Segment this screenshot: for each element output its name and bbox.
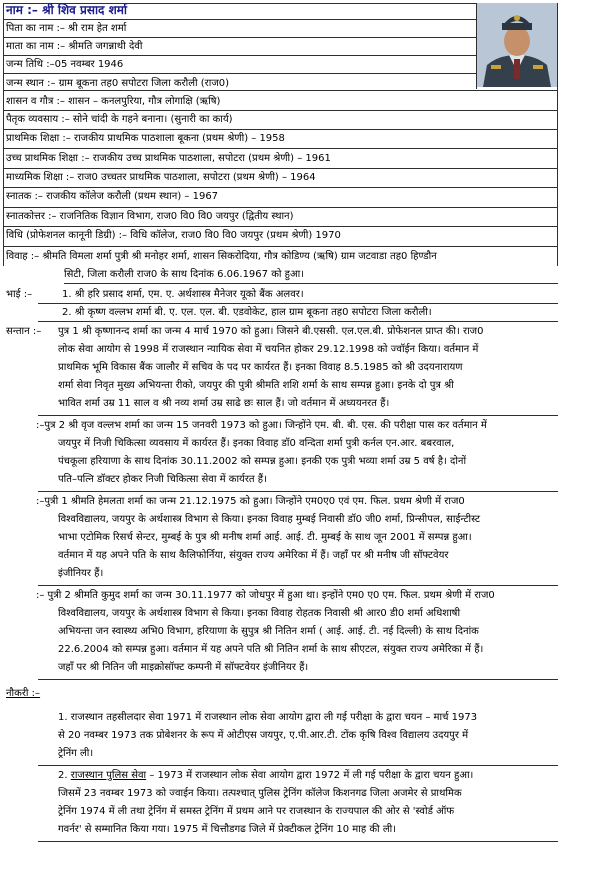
son1-line: शर्मा सेवा निवृत मुख्य अभियन्ता रीको, जयपुर की पुत्री श्रीमति शशि शर्मा के साथ सम्पन्न हुआ। इनके दो पुत्र श्री bbox=[58, 380, 454, 391]
row-divider bbox=[3, 73, 477, 74]
daughter1-line: वर्तमान में यह अपने पति के साथ कैलिफोर्निया, संयुक्त राज्य अमेरिका में हैं। जहाँ पर श्री मनीष जी सॉफ्टवेयर bbox=[58, 550, 449, 561]
daughter1-line: इंजीनियर हैं। bbox=[58, 568, 104, 579]
row-divider bbox=[38, 765, 558, 766]
row-divider bbox=[3, 55, 477, 56]
row-divider bbox=[38, 679, 558, 680]
row-divider bbox=[38, 491, 558, 492]
son2-line: :–पुत्र 2 श्री वृज वल्लभ शर्मा का जन्म 15 जनवरी 1973 को हुआ। जिन्होंने एम. बी. बी. एस. की परीक्षा पास कर वर्तमान में bbox=[36, 420, 487, 431]
row-divider bbox=[38, 303, 558, 304]
son1-line: लोक सेवा आयोग से 1998 में राजस्थान न्यायिक सेवा में चयनित होकर 29.12.1998 को ज्वॉईन किया। वर्तमान में bbox=[58, 344, 479, 355]
brother-1: 1. श्री हरि प्रसाद शर्मा, एम. ए. अर्थशास्त्र मैनेजर यूको बैंक अलवर। bbox=[62, 289, 304, 300]
row-divider bbox=[3, 90, 558, 91]
service-item1-line: 1. राजस्थान तहसीलदार सेवा 1971 में राजस्थान लोक सेवा आयोग द्वारा ली गई परीक्षा के द्वारा चयन – मार्च 1973 bbox=[58, 712, 478, 723]
children-label: सन्तान :– bbox=[6, 326, 42, 337]
service-item1-line: ट्रेनिंग ली। bbox=[58, 748, 94, 759]
daughter2-line: :– पुत्री 2 श्रीमति कुमुद शर्मा का जन्म 30.11.1977 को जोधपुर में हुआ था। इन्होंने एम0 ए0 एम. फिल. प्रथम श्रेणी में राज0 bbox=[36, 590, 495, 601]
mother-name: माता का नाम :– श्रीमति जगन्नाथी देवी bbox=[6, 41, 143, 52]
row-divider bbox=[3, 110, 558, 111]
marriage-line-1: विवाह :– श्रीमति विमला शर्मा पुत्री श्री मनोहर शर्मा, शासन सिकरोदिया, गौत्र कोडिण्य (ऋषि) ग्राम जटवाडा तह0 हिण्डौन bbox=[6, 251, 437, 262]
birth-place: जन्म स्थान :– ग्राम बूकना तह0 सपोटरा जिला करौली (राज0) bbox=[6, 78, 230, 89]
row-divider bbox=[3, 226, 558, 227]
son2-line: पति–पत्नि डॉक्टर होकर निजी चिकित्सा सेवा में कार्यरत हैं। bbox=[58, 474, 267, 485]
post-graduation: स्नातकोत्तर :– राजनितिक विज्ञान विभाग, राज0 वि0 वि0 जयपुर (द्वितीय स्थान) bbox=[6, 211, 294, 222]
service-item1-line: से 20 नवम्बर 1973 तक प्रोबेशनर के रूप में ओटीएस जयपुर, ए.पी.आर.टी. टोंक कृषि विश्व विद्यालय उदयपुर में bbox=[58, 730, 469, 741]
row-divider bbox=[3, 168, 558, 169]
row-divider bbox=[38, 585, 558, 586]
gotra: शासन व गौत्र :– शासन – कनलपुरिया, गौत्र लोगाक्षि (ऋषि) bbox=[6, 96, 221, 107]
law-degree: विधि (प्रोफेशनल कानूनी डिग्री) :– विधि कॉलेज, राज0 वि0 वि0 जयपुर (प्रथम श्रेणी) 1970 bbox=[6, 230, 341, 241]
row-divider bbox=[64, 283, 558, 284]
daughter2-line: विश्वविद्यालय, जयपुर के अर्थशास्त्र विभाग से किया। इनका विवाह रोहतक निवासी श्री आर0 डी0 शर्मा अधिशाषी bbox=[58, 608, 461, 619]
son2-line: पंचकूला हरियाणा के साथ दिनांक 30.11.2002 को सम्पन्न हुआ। इनकी एक पुत्री भव्या शर्मा उम्र 5 वर्ष है। दोनों bbox=[58, 456, 467, 467]
service-item2-line: जिसमें 23 नवम्बर 1973 को ज्वाईन किया। तत्पश्चात् पुलिस ट्रेनिंग कॉलेज किशनगढ जिला अजमेर से प्राथमिक bbox=[58, 788, 462, 799]
daughter1-line: विश्वविद्यालय, जयपुर के अर्थशास्त्र विभाग से किया। इनका विवाह मुम्बई निवासी डॉ0 जी0 शर्मा, प्रिन्सीपल, साईन्टीस्ट bbox=[58, 514, 481, 525]
brothers-label: भाई :– bbox=[6, 289, 33, 300]
service-item2-number: 2. bbox=[58, 770, 68, 781]
family-occupation: पैतृक व्यवसाय :– सोने चांदी के गहने बनाना। (सुनारी का कार्य) bbox=[6, 114, 233, 125]
secondary-education: माध्यमिक शिक्षा :– राज0 उच्चतर प्राथमिक पाठशाला, सपोटरा (प्रथम श्रेणी) – 1964 bbox=[6, 172, 316, 183]
row-divider bbox=[3, 207, 558, 208]
marriage-line-2: सिटी, जिला करौली राज0 के साथ दिनांक 6.06.1967 को हुआ। bbox=[64, 269, 304, 280]
brother-2: 2. श्री कृष्ण वल्लभ शर्मा बी. ए. एल. एल. बी. एडवोकेट, हाल ग्राम बूकना तह0 सपोटरा जिला करौली। bbox=[62, 307, 432, 318]
primary-education: प्राथमिक शिक्षा :– राजकीय प्राथमिक पाठशाला बूकना (प्रथम श्रेणी) – 1958 bbox=[6, 133, 285, 144]
row-divider bbox=[3, 19, 477, 20]
daughter1-line: भाभा एटोमिक रिसर्च सेन्टर, मुम्बई के पुत्र श्री मनीष शर्मा आई. आई. टी. मुम्बई के साथ जून 2001 में सम्पन्न हुआ। bbox=[58, 532, 472, 543]
service-item2-first-line bbox=[58, 769, 473, 782]
son1-line: प्राथमिक भूमि विकास बैंक जालौर में सचिव के पद पर कार्यरत हैं। इनका विवाह 8.5.1985 को श्री उदयनारायण bbox=[58, 362, 463, 373]
daughter2-line: अभियन्ता जन स्वास्थ्य अभि0 विभाग, हरियाणा के सुपुत्र श्री नितिन शर्मा ( आई. आई. टी. नई दिल्ली) के साथ दिनांक bbox=[58, 626, 479, 637]
row-divider bbox=[3, 187, 558, 188]
person-name: नाम :– श्री शिव प्रसाद शर्मा bbox=[6, 3, 128, 17]
row-divider bbox=[3, 246, 558, 247]
son1-line: पुत्र 1 श्री कृष्णानन्द शर्मा का जन्म 4 मार्च 1970 को हुआ। जिसने बी.एससी. एल.एल.बी. प्रोफेशनल प्राप्त की। राज0 bbox=[58, 326, 484, 337]
service-item2-line: ट्रेनिंग 1974 में ली तथा ट्रेनिंग में समस्त ट्रेनिंग में प्रथम आने पर राजस्थान के राज्यपाल की ओर से 'स्वोर्ड ऑफ bbox=[58, 806, 455, 817]
service-item2-title: राजस्थान पुलिस सेवा bbox=[70, 770, 147, 781]
son2-line: जयपुर में निजी चिकित्सा व्यवसाय में कार्यरत हैं। इनका विवाह डॉ0 वन्दिता शर्मा पुत्री कर्नल एन.आर. बबरवाल, bbox=[58, 438, 455, 449]
row-divider bbox=[38, 841, 558, 842]
date-of-birth: जन्म तिथि :–05 नवम्बर 1946 bbox=[6, 59, 124, 70]
service-item2-line: गवर्नर' से सम्मानित किया गया। 1975 में चित्तौडगढ जिले में प्रेक्टीकल ट्रेनिंग 10 माह की ली। bbox=[58, 824, 396, 835]
row-divider bbox=[38, 321, 558, 322]
officer-portrait-icon bbox=[477, 3, 557, 87]
daughter1-line: :–पुत्री 1 श्रीमति हेमलता शर्मा का जन्म 21.12.1975 को हुआ। जिन्होंने एम0ए0 एवं एम. फिल. प्रथम श्रेणी में राज0 bbox=[36, 496, 465, 507]
father-name: पिता का नाम :– श्री राम हेत शर्मा bbox=[6, 23, 127, 34]
upper-primary-education: उच्च प्राथमिक शिक्षा :– राजकीय उच्च प्राथमिक पाठशाला, सपोटरा (प्रथम श्रेणी) – 1961 bbox=[6, 153, 331, 164]
row-divider bbox=[3, 148, 558, 149]
row-divider bbox=[3, 129, 558, 130]
service-item2-text: – 1973 में राजस्थान लोक सेवा आयोग द्वारा 1972 में ली गई परीक्षा के द्वारा चयन हुआ। bbox=[146, 770, 474, 781]
row-divider bbox=[38, 415, 558, 416]
daughter2-line: 22.6.2004 को सम्पन्न हुआ। वर्तमान में यह अपने पति श्री नितिन शर्मा के साथ सीएटल, संयुक्त राज्य अमेरिका में हैं। bbox=[58, 644, 484, 655]
row-divider bbox=[3, 37, 477, 38]
son1-line: भावित शर्मा उम्र 11 साल व श्री नव्य शर्मा उम्र साढे छः साल हैं। जो वर्तमान में अध्ययनरत हैं। bbox=[58, 398, 390, 409]
service-label: नौकरी :– bbox=[6, 688, 41, 699]
daughter2-line: जहाँ पर श्री नितिन जी माइक्रोसॉफ्ट कम्पनी में सॉफ्टवेयर इंजीनियर हैं। bbox=[58, 662, 309, 673]
graduation: स्नातक :– राजकीय कॉलेज करौली (प्रथम स्थान) – 1967 bbox=[6, 191, 219, 202]
